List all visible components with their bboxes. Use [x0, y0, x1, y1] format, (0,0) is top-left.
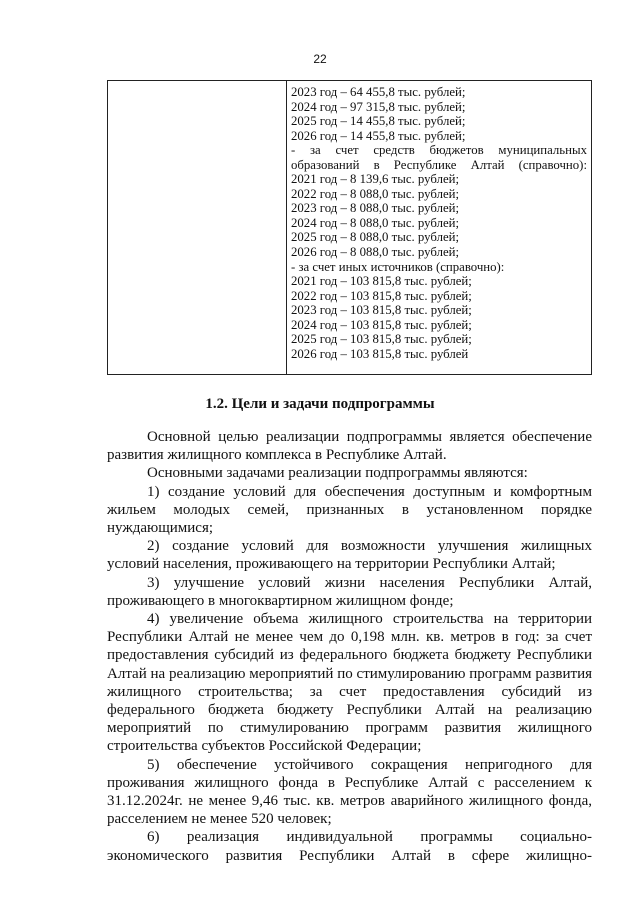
municipal-funding-line: 2021 год – 8 139,6 тыс. рублей;: [291, 172, 460, 187]
other-funding-line: 2022 год – 103 815,8 тыс. рублей;: [291, 288, 472, 303]
paragraph-task-6: 6) реализация индивидуальной программы социально-экономического развития Республики Алтай в сфере жилищно-: [107, 829, 592, 864]
table-column-divider: [286, 81, 287, 374]
other-funding-line: 2024 год – 103 815,8 тыс. рублей;: [291, 317, 472, 332]
paragraph-task-4: 4) увеличение объема жилищного строительства на территории Республики Алтай не менее чем до 0,198 млн. кв. метров в год: за счет предоставления субсидий из федерального бюджета бюджету Республики Алтай на реализацию мероприятий по стимулированию программ развития жилищного строительства; за счет предоставления субсидий из федерального бюджета бюджету Республики Алтай на реализацию мероприятий по стимулированию программ развития жилищного строительства субъектов Российской Федерации;: [107, 611, 592, 755]
municipal-funding-line: 2022 год – 8 088,0 тыс. рублей;: [291, 186, 460, 201]
other-funding-line: 2021 год – 103 815,8 тыс. рублей;: [291, 274, 472, 289]
paragraph-task-5: 5) обеспечение устойчивого сокращения непригодного для проживания жилищного фонда в Республике Алтай с расселением к 31.12.2024г. не менее 9,46 тыс. кв. метров аварийного жилищного фонда, расселением не менее 520 человек;: [107, 756, 592, 828]
funding-line: 2024 год – 97 315,8 тыс. рублей;: [291, 99, 466, 114]
municipal-funding-line: 2023 год – 8 088,0 тыс. рублей;: [291, 201, 460, 216]
other-funding-line: 2023 год – 103 815,8 тыс. рублей;: [291, 303, 472, 318]
paragraph-task-3: 3) улучшение условий жизни населения Республики Алтай, проживающего в многоквартирном жилищном фонде;: [107, 574, 592, 609]
other-funding-header: - за счет иных источников (справочно):: [291, 259, 505, 274]
municipal-funding-header: - за счет средств бюджетов муниципальных образований в Республике Алтай (справочно):: [291, 143, 587, 172]
paragraph-task-2: 2) создание условий для возможности улучшения жилищных условий населения, проживающего на территории Республики Алтай;: [107, 538, 592, 573]
municipal-funding-line: 2024 год – 8 088,0 тыс. рублей;: [291, 215, 460, 230]
municipal-funding-line: 2026 год – 8 088,0 тыс. рублей;: [291, 245, 460, 260]
funding-table: [107, 80, 592, 375]
municipal-funding-line: 2025 год – 8 088,0 тыс. рублей;: [291, 230, 460, 245]
section-heading: 1.2. Цели и задачи подпрограммы: [205, 396, 435, 412]
other-funding-line: 2026 год – 103 815,8 тыс. рублей: [291, 346, 469, 361]
funding-line: 2026 год – 14 455,8 тыс. рублей;: [291, 128, 466, 143]
paragraph-goal: Основной целью реализации подпрограммы является обеспечение развития жилищного комплекса в Республике Алтай.: [107, 429, 592, 464]
section-body: [107, 428, 592, 865]
other-funding-line: 2025 год – 103 815,8 тыс. рублей;: [291, 332, 472, 347]
page-number: 22: [313, 52, 327, 66]
paragraph-task-1: 1) создание условий для обеспечения доступным и комфортным жильем молодых семей, признанных в установленном порядке нуждающимися;: [107, 483, 592, 537]
funding-cell: [291, 85, 587, 361]
paragraph-tasks-intro: Основными задачами реализации подпрограммы являются:: [147, 465, 528, 482]
funding-line: 2025 год – 14 455,8 тыс. рублей;: [291, 114, 466, 129]
funding-line: 2023 год – 64 455,8 тыс. рублей;: [291, 85, 466, 99]
